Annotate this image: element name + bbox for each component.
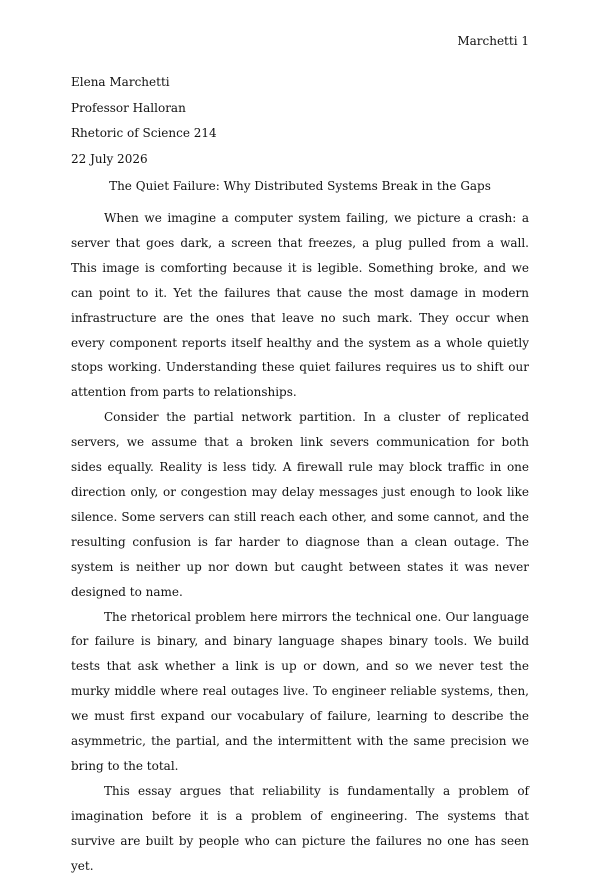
author-name: Elena Marchetti	[71, 75, 170, 89]
instructor-name: Professor Halloran	[71, 100, 186, 115]
paragraph-1: When we imagine a computer system failing, we picture a crash: a server that goes dark, a screen that freezes, a plug pulled from a wall. This image is comforting because it is legible. Something broke, and we can point to it. Yet the failures that cause the most damage in modern infrastructure are the ones that leave no such mark. They occur when every component reports itself healthy and the system as a whole quietly stops working. Understanding these quiet failures requires us to shift our attention from parts to relationships.	[71, 211, 529, 400]
date: 22 July 2026	[71, 151, 148, 166]
paragraph-2: Consider the partial network partition. In a cluster of replicated servers, we assume that a broken link severs communication for both sides equally. Reality is less tidy. A firewall rule may block traffic in one direction only, or congestion may delay messages just enough to look like silence. Some servers can still reach each other, and some cannot, and the resulting confusion is far harder to diagnose than a clean outage. The system is neither up nor down but caught between states it was never designed to name.	[71, 410, 529, 599]
course-name: Rhetoric of Science 214	[71, 126, 217, 140]
paragraph-4: This essay argues that reliability is fundamentally a problem of imagination before it is a problem of engineering. The systems that survive are built by people who can picture the failures no one has seen yet.	[71, 783, 529, 873]
header-block	[71, 70, 217, 172]
paragraph-3: The rhetorical problem here mirrors the technical one. Our language for failure is binary, and binary language shapes binary tools. We build tests that ask whether a link is up or down, and so we never test the murky middle where real outages live. To engineer reliable systems, then, we must first expand our vocabulary of failure, learning to describe the asymmetric, the partial, and the intermittent with the same precision we bring to the total.	[71, 609, 529, 773]
essay-body	[71, 206, 529, 878]
paper-title: The Quiet Failure: Why Distributed Systems Break in the Gaps	[109, 179, 491, 193]
running-head: Marchetti 1	[457, 34, 529, 48]
